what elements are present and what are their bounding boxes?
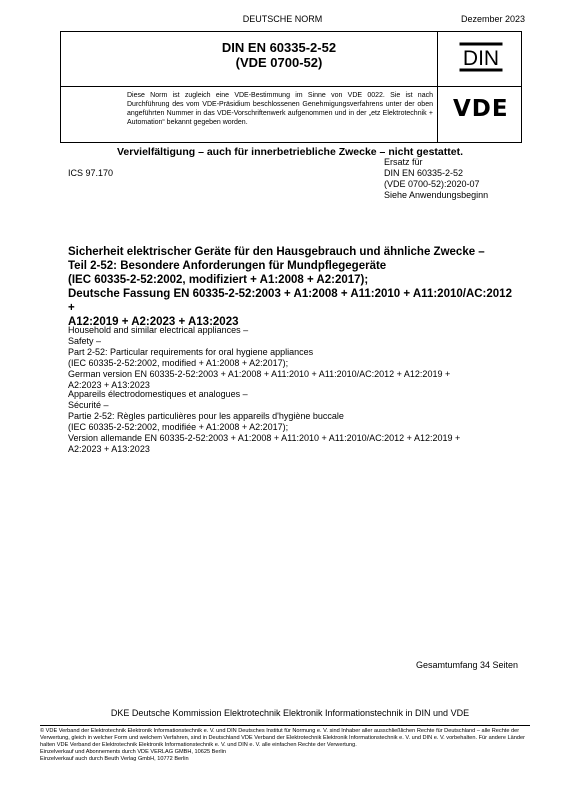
ics-code: ICS 97.170 <box>68 168 114 178</box>
standard-number-line1: DIN EN 60335-2-52 <box>221 40 337 55</box>
divider-horizontal <box>61 86 521 87</box>
divider-vertical <box>437 32 438 142</box>
document-type: DEUTSCHE NORM <box>242 14 323 24</box>
din-logo <box>459 42 503 72</box>
title-block <box>60 31 522 143</box>
vde-notice: Diese Norm ist zugleich eine VDE-Bestimmung im Sinne von VDE 0022. Sie ist nach Durchführung des vom VDE-Präsidium beschlossenen Genehmigungsverfahrens unter der oben angeführten Nummer in das VDE-Vorschriftenwerk aufgenommen und in der „etz Elektrotechnik + Automation“ bekannt gegeben worden. <box>127 92 433 126</box>
total-pages: Gesamtumfang 34 Seiten <box>415 660 518 670</box>
publication-date: Dezember 2023 <box>460 14 525 24</box>
vde-logo: VDE <box>453 96 509 122</box>
dke-line: DKE Deutsche Kommission Elektrotechnik Elektronik Informationstechnik in DIN und VDE <box>110 708 470 718</box>
standard-number <box>121 40 437 70</box>
reproduction-notice: Vervielfältigung – auch für innerbetriebliche Zwecke – nicht gestattet. <box>116 146 463 158</box>
title-french: Appareils électrodomestiques et analogues – Sécurité – Partie 2-52: Règles particulières pour les appareils d'hygiène buccale (IEC 60335-2-52:2002, modifiée + A1:2008 + A2:2017); Version allemande EN 60335-2-52:2003 + A1:2008 + A11:2010 + A11:2010/AC:2012 + A12:2019 + A2:2023 + A13:2023 <box>68 389 461 454</box>
din-logo-text: DIN <box>462 47 500 70</box>
title-english: Household and similar electrical appliances – Safety – Part 2-52: Particular requirements for oral hygiene appliances (IEC 60335-2-52:2002, modified + A1:2008 + A2:2017); German version EN 60335-2-52:2003 + A1:2008 + A11:2010 + A11:2010/AC:2012 + A12:2019 + A2:2023 + A13:2023 <box>68 325 451 390</box>
title-german: Sicherheit elektrischer Geräte für den Hausgebrauch und ähnliche Zwecke – Teil 2-52: Besondere Anforderungen für Mundpflegegeräte (IEC 60335-2-52:2002, modifiziert + A1:2008 + A2:2017); Deutsche Fassung EN 60335-2-52:2003 + A1:2008 + A11:2010 + A11:2010/AC:2012 + A12:2019 + A2:2023 + A13:2023 <box>68 246 512 328</box>
copyright-footer: © VDE Verband der Elektrotechnik Elektronik Informationstechnik e. V. und DIN Deutsches Institut für Normung e. V. sind Inhaber aller ausschließlichen Rechte für Deutschland – alle Rechte der Verwertung, gleich in welcher Form und welchem Verfahren, sind in Deutschland VDE Verband der Elektrotechnik Elektronik Informationstechnik e. V. und DIN e. V. vorbehalten. Für andere Länder halten VDE Verband der Elektrotechnik Elektronik Informationstechnik e. V. und DIN e. V. alle einfachen Rechte der Verwertung. Einzelverkauf und Abonnements durch VDE VERLAG GMBH, 10625 Berlin Einzelverkauf auch durch Beuth Verlag GmbH, 10772 Berlin <box>40 725 530 763</box>
standard-number-line2: (VDE 0700-52) <box>235 55 323 70</box>
replacement-info: Ersatz für DIN EN 60335-2-52 (VDE 0700-52):2020-07 Siehe Anwendungsbeginn <box>384 157 489 200</box>
